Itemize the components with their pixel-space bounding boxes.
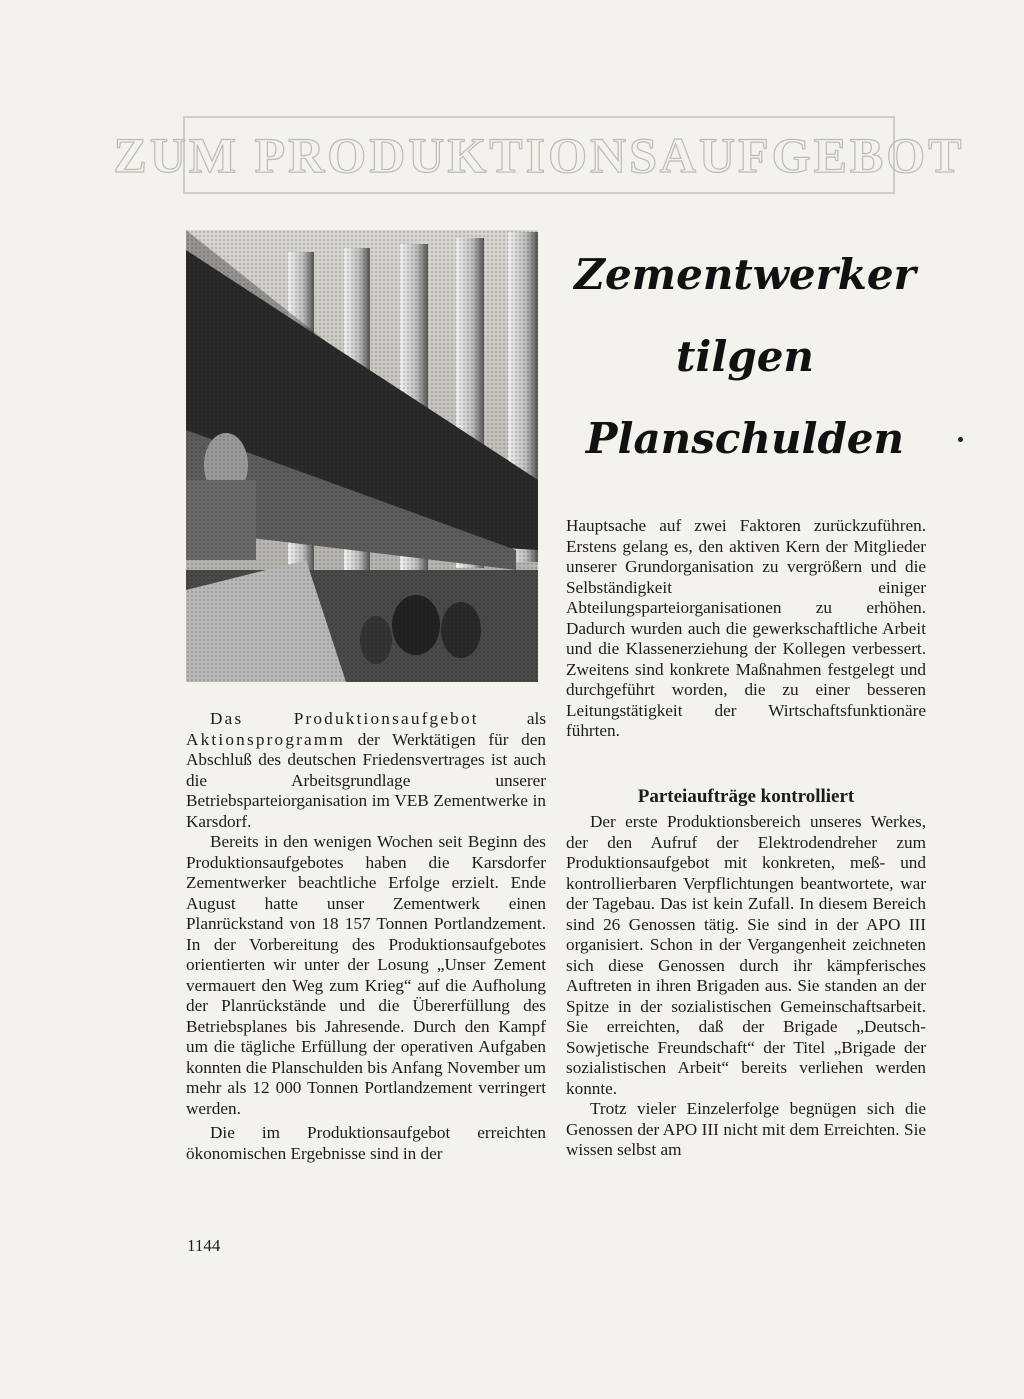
right-column-top [566,516,926,742]
subheading: Parteiaufträge kontrolliert [637,786,855,807]
stray-dot [958,437,963,442]
left-paragraph-3: Die im Produktionsaufgebot erreichten ökonomischen Ergebnisse sind in der [186,1123,546,1163]
headline-line-3: Planschulden [585,414,905,463]
section-banner [113,116,965,194]
left-column [186,709,546,1164]
cement-kiln-photo [186,230,538,682]
right-column-bottom [566,812,926,1161]
page-number: 1144 [187,1236,221,1255]
headline-line-2: tilgen [676,332,814,381]
right-paragraph-1: Hauptsache auf zwei Faktoren zurückzuführen. Erstens gelang es, den aktiven Kern der Mitglieder unserer Grundorganisation zu vergrößern und die Selbständigkeit einiger Abteilungsparteiorganisationen zu erhöhen. Dadurch wurden auch die gewerkschaftliche Arbeit und die Klassenerziehung der Kollegen verbessert. Zweitens sind konkrete Maßnahmen festgelegt und durchgeführt worden, die zu einer besseren Leitungstätigkeit der Wirtschaftsfunktionäre führten. [566,516,926,740]
right-paragraph-3: Trotz vieler Einzelerfolge begnügen sich die Genossen der APO III nicht mit dem Erreichten. Sie wissen selbst am [566,1099,926,1159]
left-paragraph-2: Bereits in den wenigen Wochen seit Beginn des Produktionsaufgebotes haben die Karsdorfer Zementwerker beachtliche Erfolge erzielt. Ende August hatte unser Zementwerk einen Planrückstand von 18 157 Tonnen Portlandzement. In der Vorbereitung des Produktionsaufgebotes orientierten wir unter der Losung „Unser Zement vermauert den Weg zum Krieg“ auf die Aufholung der Planrückstände und die Übererfüllung des Betriebsplanes bis Jahresende. Durch den Kampf um die tägliche Erfüllung der operativen Aufgaben konnten die Planschulden bis Anfang November um mehr als 12 000 Tonnen Portlandzement verringert werden. [186,832,546,1118]
headline-line-1: Zementwerker [574,250,916,299]
right-paragraph-2: Der erste Produktionsbereich unseres Werkes, der den Aufruf der Elektrodendreher zum Produktionsaufgebot mit konkreten, meß- und kontrollierbaren Verpflichtungen beantwortete, war der Tagebau. Das ist kein Zufall. In diesem Bereich sind 26 Genossen tätig. Sie sind in der APO III organisiert. Schon in der Vergangenheit zeichneten sich diese Genossen durch ihr kämpferisches Auftreten in ihren Brigaden aus. Sie standen an der Spitze in der sozialistischen Gemeinschaftsarbeit. Sie erreichten, daß der Brigade „Deutsch-Sowjetische Freundschaft“ der Titel „Brigade der sozialistischen Arbeit“ bereits verliehen werden konnte. [566,812,926,1098]
left-paragraph-1: Das Produktionsaufgebot als Aktionsprogramm der Werktätigen für den Abschluß des deutschen Friedensvertrages ist auch die Arbeitsgrundlage unserer Betriebsparteiorganisation im VEB Zementwerke in Karsdorf. [186,709,547,831]
banner-title: ZUM PRODUKTIONSAUFGEBOT [113,127,965,183]
